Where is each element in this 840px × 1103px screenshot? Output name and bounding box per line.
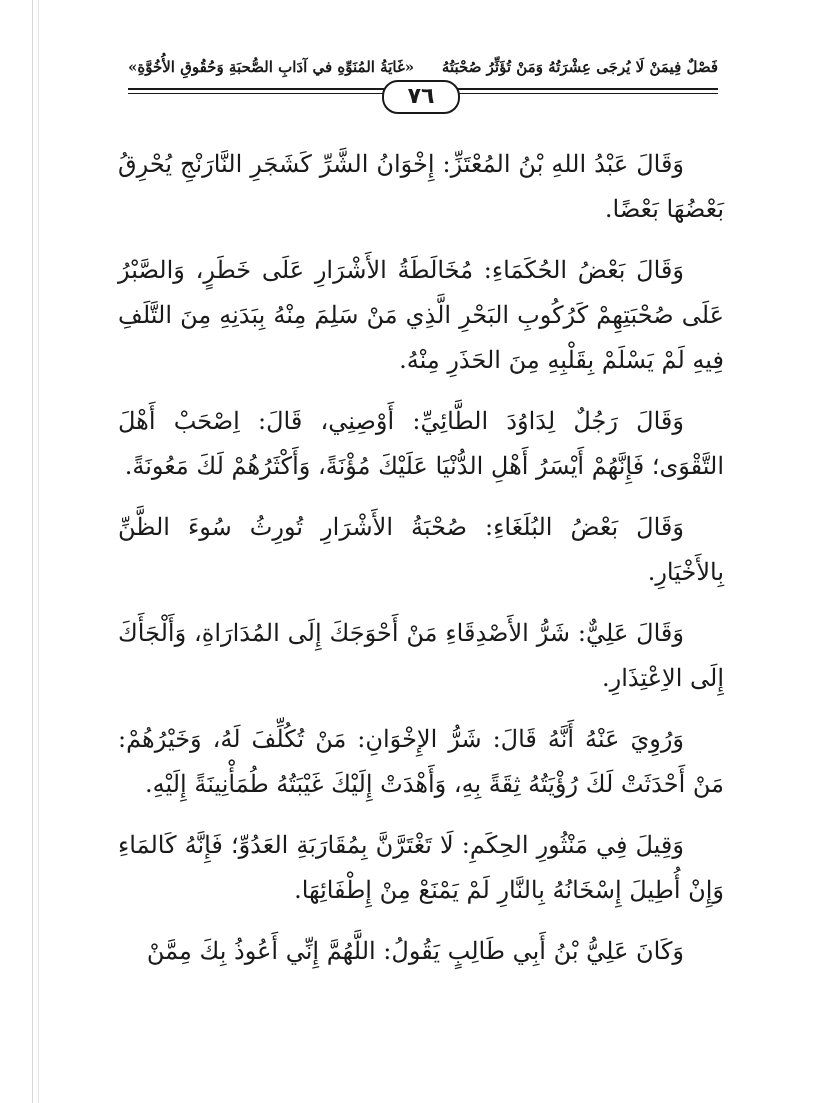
paragraph: وَقَالَ عَلِيٌّ: شَرُّ الأَصْدِقَاءِ مَنْ أَحْوَجَكَ إِلَى المُدَارَاةِ، وَأَلْجَأَكَ إِلَى الاِعْتِذَارِ.: [118, 619, 724, 692]
paragraph: وَقِيلَ فِي مَنْثُورِ الحِكَمِ: لَا تَغْتَرَّنَّ بِمُقَارَبَةِ العَدُوِّ؛ فَإِنَّهُ كَالمَاءِ وَإِنْ أُطِيلَ إِسْخَانُهُ بِالنَّارِ لَمْ يَمْنَعْ مِنْ إِطْفَائِهَا.: [118, 831, 724, 904]
paragraph: وَقَالَ بَعْضُ البُلَغَاءِ: صُحْبَةُ الأَشْرَارِ تُورِثُ سُوءَ الظَّنِّ بِالأَخْيَارِ.: [118, 513, 724, 586]
paragraph: وَكَانَ عَلِيُّ بْنُ أَبِي طَالِبٍ يَقُولُ: اللَّهُمَّ إِنِّي أَعُوذُ بِكَ مِمَّنْ: [146, 937, 684, 965]
paragraph: وَقَالَ رَجُلٌ لِدَاوُدَ الطَّائِيِّ: أَوْصِنِي، قَالَ: اِصْحَبْ أَهْلَ التَّقْوَى؛ فَإِنَّهُمْ أَيْسَرُ أَهْلِ الدُّنْيَا عَلَيْكَ مُؤْنَةً، وَأَكْثَرُهُمْ لَكَ مَعُونَةً.: [118, 407, 724, 480]
paragraph: وَقَالَ عَبْدُ اللهِ بْنُ المُعْتَزِّ: إِخْوَانُ الشَّرِّ كَشَجَرِ النَّارَنْجِ يُحْرِقُ بَعْضُهَا بَعْضًا.: [118, 150, 724, 223]
paragraph: وَقَالَ بَعْضُ الحُكَمَاءِ: مُخَالَطَةُ الأَشْرَارِ عَلَى خَطَرٍ، وَالصَّبْرُ عَلَى صُحْبَتِهِمْ كَرُكُوبِ البَحْرِ الَّذِي مَنْ سَلِمَ مِنْهُ بِبَدَنِهِ مِنَ التَّلَفِ فِيهِ لَمْ يَسْلَمْ بِقَلْبِهِ مِنَ الحَذَرِ مِنْهُ.: [118, 256, 724, 374]
page-number: ٧٦: [382, 80, 460, 114]
book-title: «غَايَةُ المُنَوِّهِ في آدَابِ الصُّحبَةِ وَحُقُوقِ الأُخُوَّةِ»: [128, 58, 415, 76]
page-edge-line: [32, 0, 33, 1103]
page-edge-line-inner: [38, 0, 39, 1103]
page-body: [118, 142, 724, 990]
paragraph: وَرُوِيَ عَنْهُ أَنَّهُ قَالَ: شَرُّ الإِخْوَانِ: مَنْ تُكُلِّفَ لَهُ، وَخَيْرُهُمْ: مَنْ أَحْدَثَتْ لَكَ رُؤْيَتُهُ ثِقَةً بِهِ، وَأَهْدَتْ إِلَيْكَ غَيْبَتُهُ طُمَأْنِينَةً إِلَيْهِ.: [118, 725, 724, 798]
chapter-title: فَصْلٌ فِيمَنْ لَا يُرجَى عِشْرَتُهُ وَمَنْ تُؤَثِّرُ صُحْبَتُهُ: [441, 58, 718, 76]
